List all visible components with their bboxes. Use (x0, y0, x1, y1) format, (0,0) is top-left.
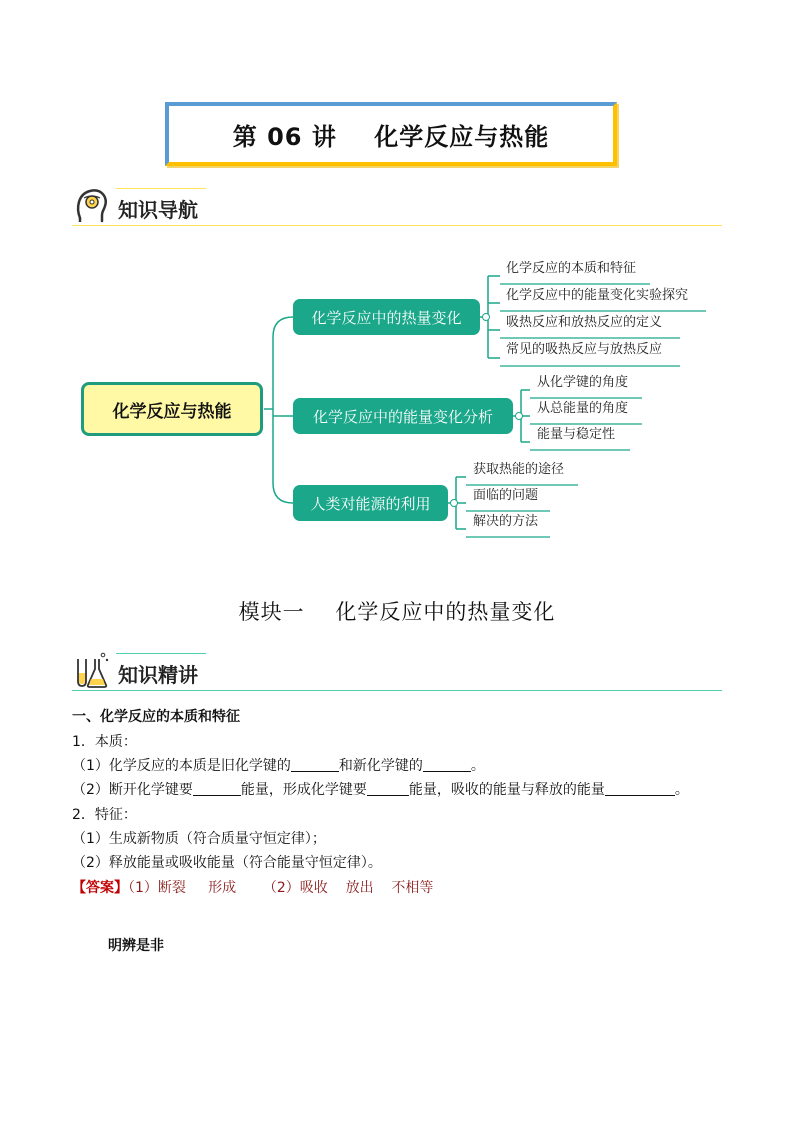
leaf-item: 常见的吸热反应与放热反应 (506, 342, 663, 357)
content-line (72, 754, 485, 778)
explain-section-label: 知识精讲 (118, 663, 198, 687)
lecture-title: 第 06 讲 化学反应与热能 (232, 122, 550, 151)
leaf-item: 化学反应中的能量变化实验探究 (506, 288, 689, 303)
content-heading: 一、化学反应的本质和特征 (72, 709, 240, 725)
header-accent-line (116, 188, 206, 189)
mind-map (0, 250, 794, 540)
header-underline (72, 225, 722, 226)
branch-energy-use: 人类对能源的利用 (293, 485, 448, 521)
fill-blank (193, 779, 241, 796)
subsection-title: 明辨是非 (108, 938, 164, 954)
leaf-item: 面临的问题 (473, 488, 539, 503)
lab-flask-icon (74, 651, 110, 689)
content-line: （1）生成新物质（符合质量守恒定律）； (72, 831, 326, 847)
branch-energy-analysis: 化学反应中的能量变化分析 (293, 398, 513, 434)
header-accent-line (116, 653, 206, 654)
text-fragment: 。 (674, 782, 689, 798)
content-line (72, 778, 689, 802)
leaf-item: 吸热反应和放热反应的定义 (506, 315, 663, 330)
text-fragment: 。 (470, 758, 485, 774)
text-fragment: 和新化学键的 (338, 758, 423, 774)
text-fragment: 能量，形成化学键要 (240, 782, 367, 798)
lecture-title-box (165, 102, 617, 166)
branch-heat-change: 化学反应中的热量变化 (293, 299, 480, 335)
fill-blank (291, 755, 339, 772)
module-title: 模块一 化学反应中的热量变化 (238, 600, 556, 624)
content-line: （2）释放能量或吸收能量（符合能量守恒定律）。 (72, 855, 382, 871)
leaf-item: 化学反应的本质和特征 (506, 261, 637, 276)
answer-text: （1）断裂 形成 （2）吸收 放出 不相等 (128, 880, 434, 896)
answer-tag: 【答案】 (72, 880, 128, 896)
content-subheading: 2．特征： (72, 807, 137, 823)
header-underline (72, 690, 722, 691)
leaf-item: 从总能量的角度 (537, 401, 629, 416)
fill-blank (367, 779, 409, 796)
leaf-item: 获取热能的途径 (473, 462, 565, 477)
mind-map-root: 化学反应与热能 (81, 382, 263, 436)
leaf-item: 从化学键的角度 (537, 375, 629, 390)
leaf-item: 解决的方法 (473, 514, 539, 529)
text-fragment: （2）断开化学键要 (72, 782, 193, 798)
fill-blank (605, 779, 675, 796)
nav-section-label: 知识导航 (118, 198, 198, 222)
text-fragment: （1）化学反应的本质是旧化学键的 (72, 758, 291, 774)
nav-section-header (72, 186, 722, 226)
content-subheading: 1．本质： (72, 734, 137, 750)
fill-blank (423, 755, 471, 772)
text-fragment: 能量，吸收的能量与释放的能量 (408, 782, 605, 798)
head-gear-icon (74, 186, 110, 224)
leaf-item: 能量与稳定性 (537, 427, 616, 442)
explain-section-header (72, 651, 722, 691)
answer-line (72, 876, 433, 900)
